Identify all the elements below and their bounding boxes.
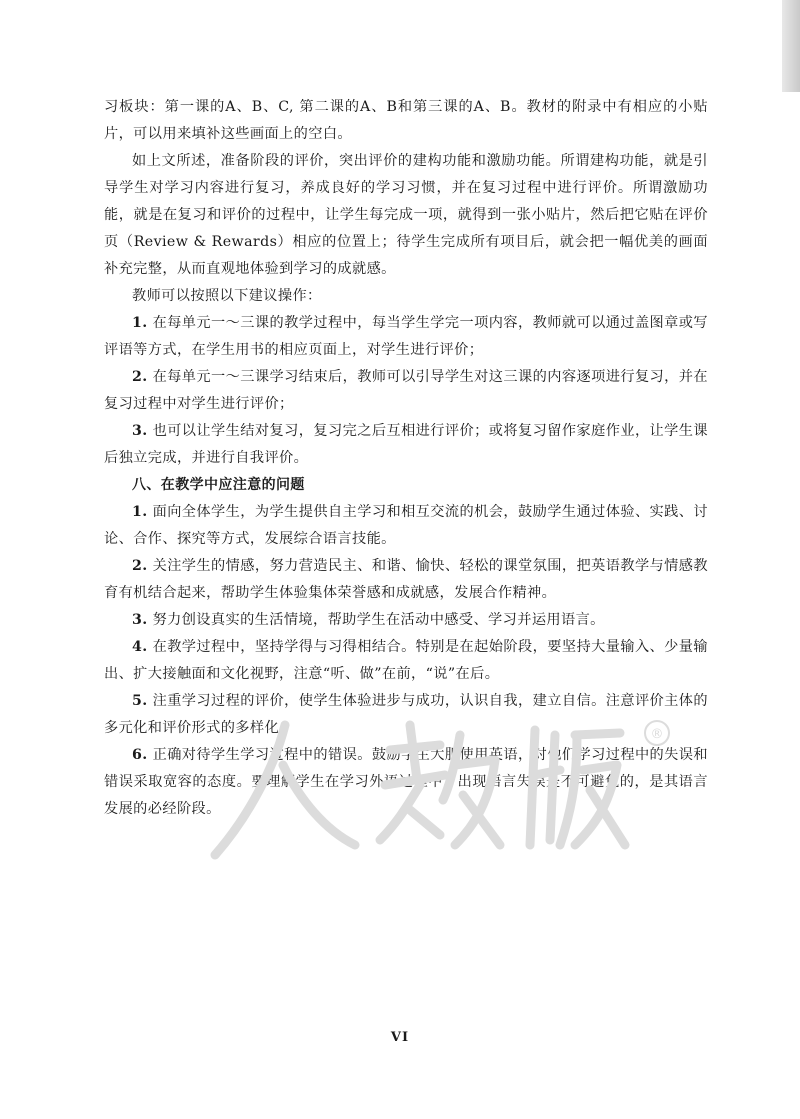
point-text: 注重学习过程的评价，使学生体验进步与成功，认识自我，建立自信。注意评价主体的多元化和评价形式的多样化。: [104, 693, 709, 736]
point-item: [104, 499, 708, 553]
suggestion-number: 1.: [132, 315, 148, 331]
point-number: 1.: [132, 504, 148, 520]
point-number: 2.: [132, 558, 148, 574]
point-text: 关注学生的情感，努力营造民主、和谐、愉快、轻松的课堂氛围，把英语教学与情感教育有机结合起来，帮助学生体验集体荣誉感和成就感，发展合作精神。: [104, 558, 709, 601]
publisher-watermark-logo: [205, 705, 675, 865]
suggestion-text: 在每单元一～三课学习结束后，教师可以引导学生对这三课的内容逐项进行复习，并在复习过程中对学生进行评价；: [104, 369, 709, 412]
suggestion-item: [104, 364, 708, 418]
suggestion-item: [104, 418, 708, 472]
suggestion-item: [104, 310, 708, 364]
page-number: VI: [390, 1030, 410, 1045]
suggestion-intro: 教师可以按照以下建议操作：: [132, 288, 322, 304]
point-text: 在教学过程中，坚持学得与习得相结合。特别是在起始阶段，要坚持大量输入、少量输出、扩大接触面和文化视野，注意“听、做”在前，“说”在后。: [104, 639, 709, 682]
point-number: 4.: [132, 639, 148, 655]
continuation-paragraph: 习板块：第一课的A、B、C, 第二课的A、B和第三课的A、B。教材的附录中有相应的小贴片，可以用来填补这些画面上的空白。: [104, 99, 708, 142]
point-text: 努力创设真实的生活情境，帮助学生在活动中感受、学习并运用语言。: [152, 612, 605, 628]
point-text: 面向全体学生，为学生提供自主学习和相互交流的机会，鼓励学生通过体验、实践、讨论、合作、探究等方式，发展综合语言技能。: [104, 504, 709, 547]
point-item: [104, 553, 708, 607]
watermark-calligraphy: [215, 725, 625, 855]
point-number: 6.: [132, 747, 148, 763]
point-text: 正确对待学生学习过程中的错误。鼓励学生大胆使用英语，对他们学习过程中的失误和错误采取宽容的态度。要理解学生在学习外语过程中，出现语言失误是不可避免的，是其语言发展的必经阶段。: [104, 747, 709, 817]
point-item: [104, 634, 708, 688]
page-edge-bar: [782, 0, 800, 92]
point-number: 3.: [132, 612, 148, 628]
point-item: [104, 607, 708, 634]
registered-mark: ®: [650, 727, 664, 742]
point-number: 5.: [132, 693, 148, 709]
section-heading: 八、在教学中应注意的问题: [132, 477, 305, 493]
suggestion-number: 2.: [132, 369, 148, 385]
suggestion-number: 3.: [132, 423, 148, 439]
assessment-paragraph: 如上文所述，准备阶段的评价，突出评价的建构功能和激励功能。所谓建构功能，就是引导学生对学习内容进行复习，养成良好的学习习惯，并在复习过程中进行评价。所谓激励功能，就是在复习和评价的过程中，让学生每完成一项，就得到一张小贴片，然后把它贴在评价页（Review & Rewards）相应的位置上；待学生完成所有项目后，就会把一幅优美的画面补充完整，从而直观地体验到学习的成就感。: [104, 153, 708, 277]
suggestion-text: 在每单元一～三课的教学过程中，每当学生学完一项内容，教师就可以通过盖图章或写评语等方式，在学生用书的相应页面上，对学生进行评价；: [104, 315, 709, 358]
suggestion-text: 也可以让学生结对复习，复习完之后互相进行评价；或将复习留作家庭作业，让学生课后独立完成，并进行自我评价。: [104, 423, 709, 466]
